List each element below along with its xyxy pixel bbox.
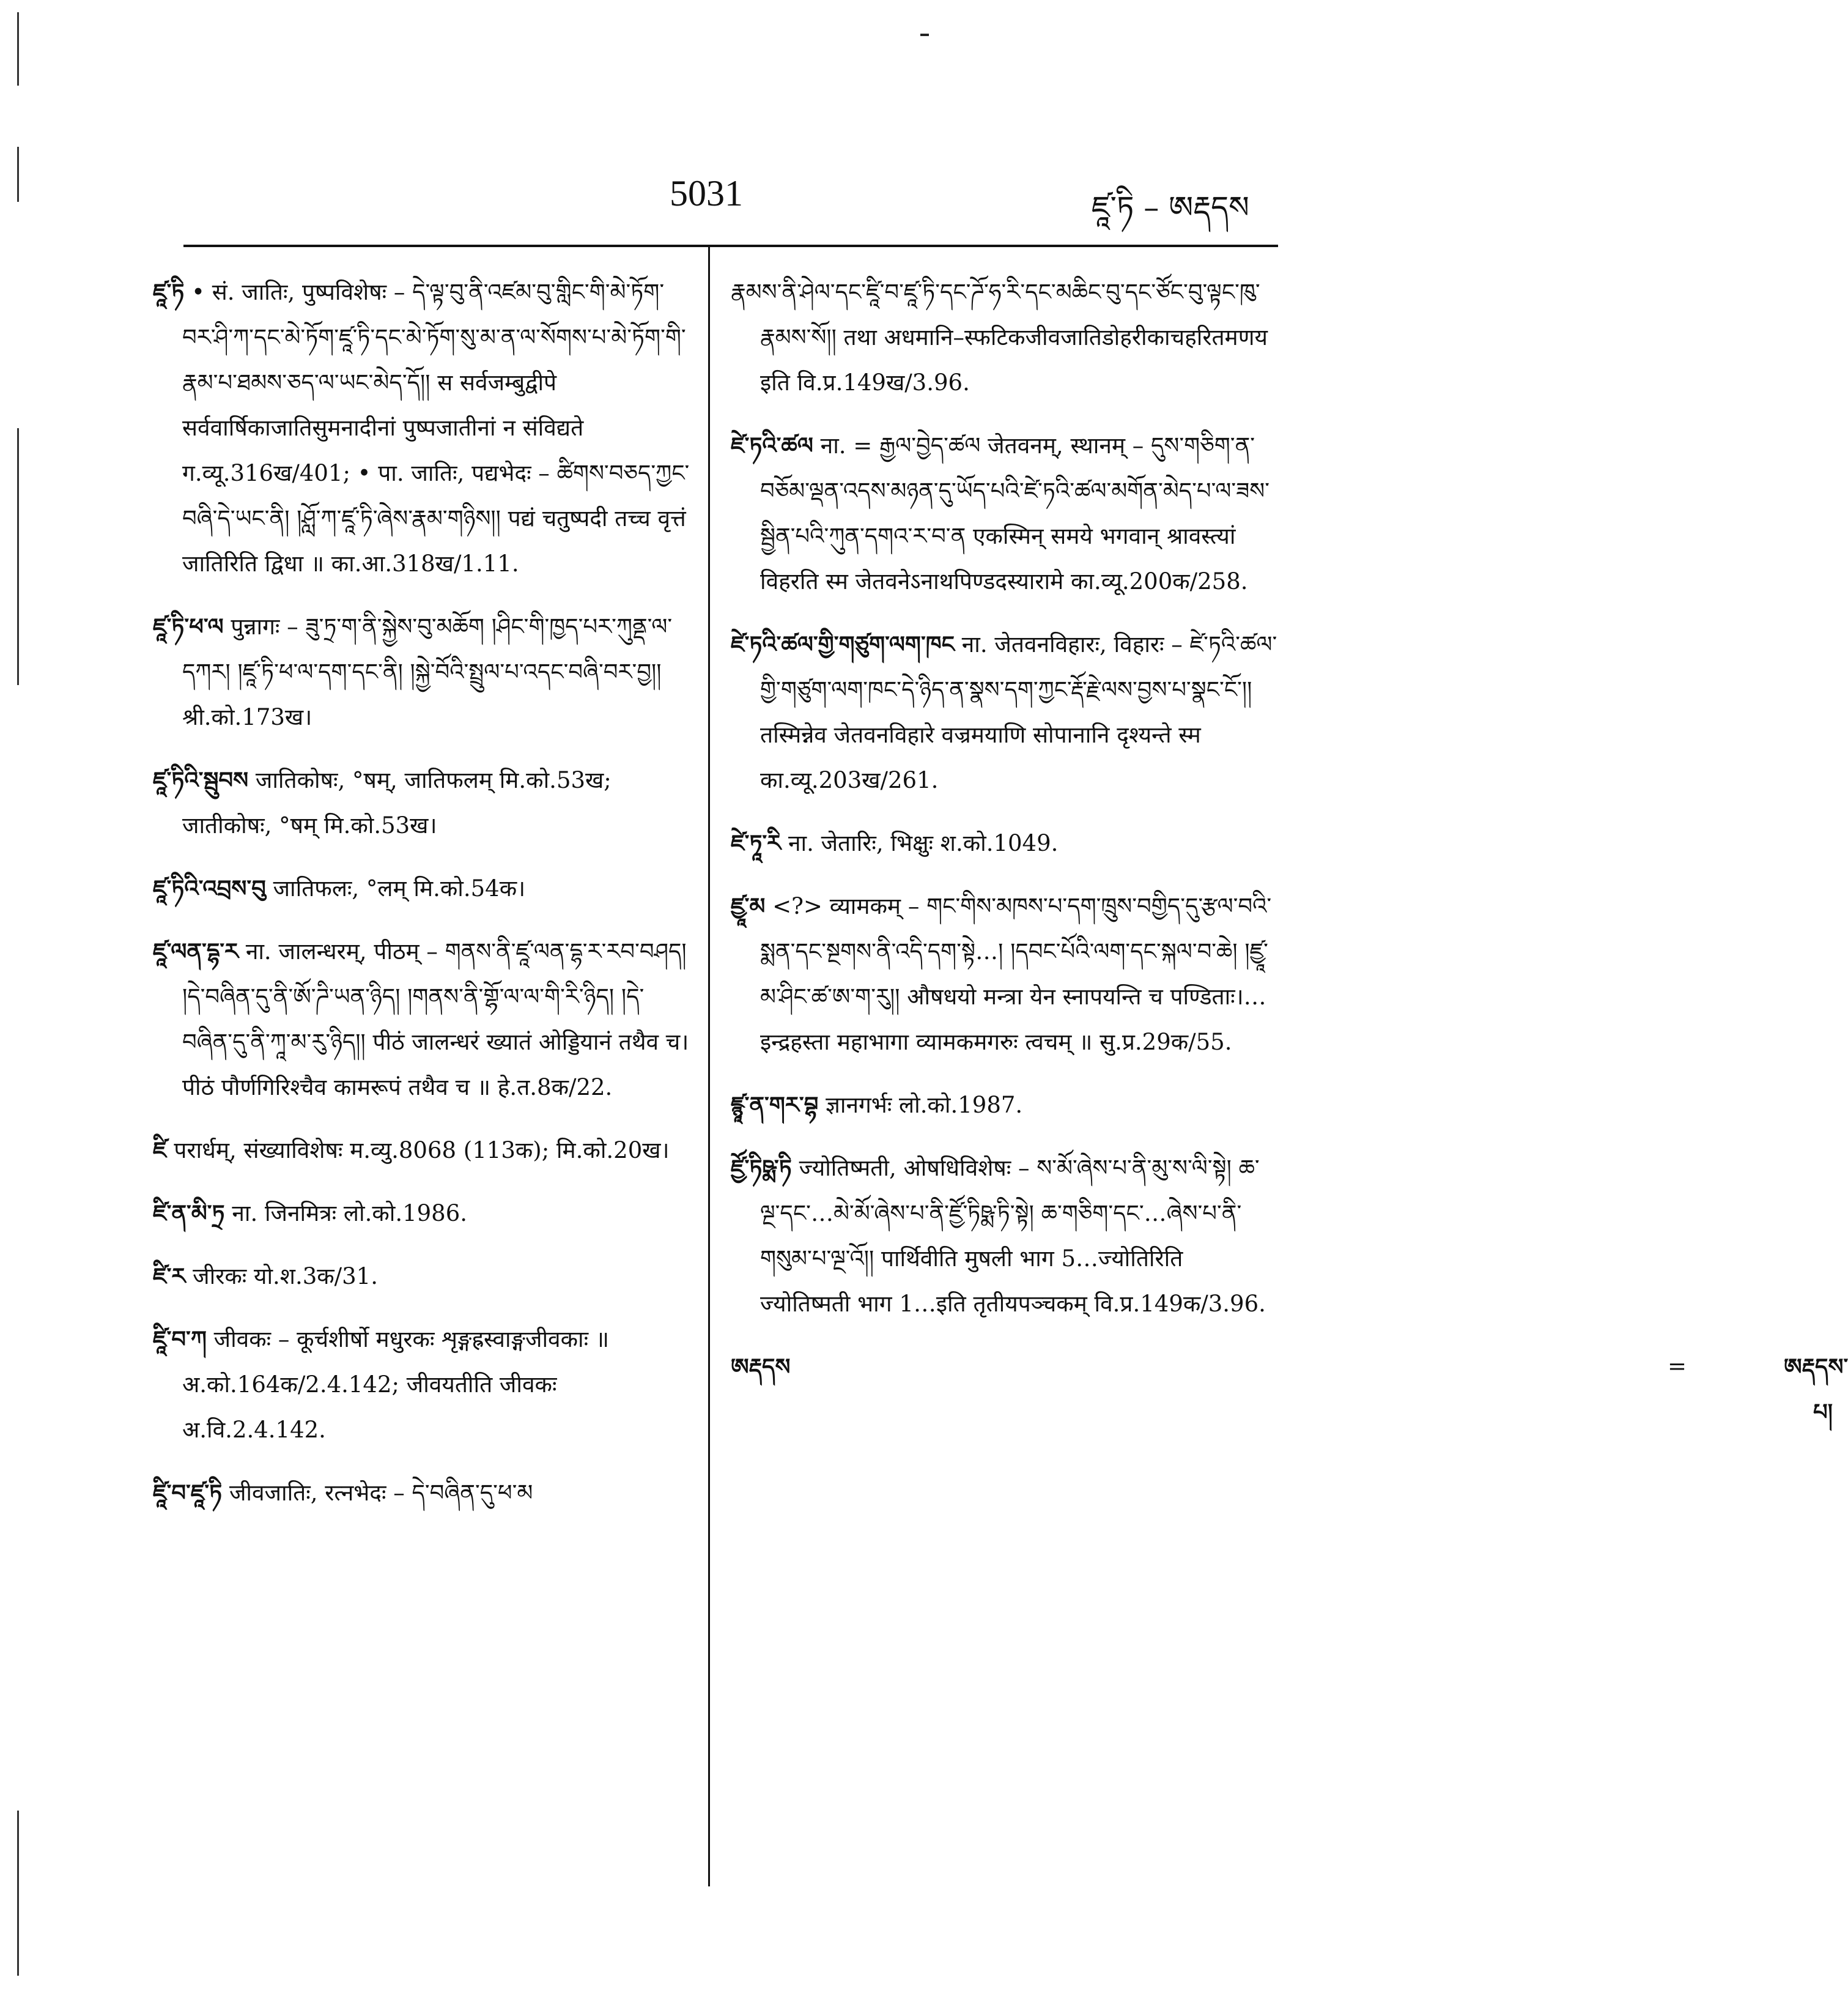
- entry-body: ज्ञानगर्भः लो.को.1987.: [826, 1092, 1023, 1118]
- entry-body: जीवजातिः, रत्नभेदः – དེ་བཞིན་དུ་ཕ་མ: [229, 1480, 533, 1506]
- dictionary-entry: [731, 883, 1278, 1065]
- entry-body: <?> व्यामकम् – གང་གིས་མཁས་པ་དག་ཁྲུས་བགྱིད་དུ་རྩལ་བའི་སྨན་དང་སྔགས་ནི་འདི་དག་སྟེ…། །དབང་པོའི་ལག་དང་སྐལ་བ་ཆེ། །ཛྱཱ་མ་ཤིང་ཚ་ཨ་ག་རུ།། औषधयो मन्त्रा येन स्नापयन्ति च पण्डिताः।…इन्द्रहस्ता महाभागा व्यामकमगरुः त्वचम् ॥ सु.प्र.29क/55.: [760, 893, 1272, 1055]
- dictionary-entry-continued: [731, 269, 1278, 406]
- right-column: [731, 269, 1848, 1425]
- dictionary-entry: [153, 929, 691, 1110]
- entry-headword: ཛི་ར: [153, 1262, 186, 1289]
- left-margin-line: [17, 147, 19, 202]
- dictionary-entry: [731, 1082, 1278, 1128]
- entry-body: ना. = རྒྱལ་བྱེད་ཚལ जेतवनम्, स्थानम् – དུས་གཅིག་ན་བཅོམ་ལྡན་འདས་མཉན་དུ་ཡོད་པའི་ཛེ་ཏའི་ཚལ་མགོན་མེད་པ་ལ་ཟས་སྦྱིན་པའི་ཀུན་དགའ་ར་བ་ན एकस्मिन् समये भगवान् श्रावस्त्यां विहरति स्म जेतवनेऽनाथपिण्डदस्यारामे का.व्यू.200क/258.: [760, 432, 1270, 595]
- entry-body: ना. जेतारिः, भिक्षुः श.को.1049.: [788, 830, 1059, 856]
- dictionary-entry: [731, 423, 1278, 604]
- cross-reference-term: ཨརྡདས: [731, 1353, 791, 1380]
- left-column: [153, 269, 691, 1533]
- entry-headword: ཛཱ་ཏིའི་འབྲས་བུ: [153, 875, 266, 902]
- scan-mark: [920, 34, 929, 36]
- entry-headword: ཛཱ་ཏི: [153, 278, 185, 305]
- entry-body: पुन्नागः – ཟུ་ཏྲ་ག་ནི་སྐྱེས་བུ་མཆོག །ཤིང་གི་ཁྱད་པར་ཀུནྡ་ལ་དཀར། །ཛཱ་ཏི་ཕ་ལ་དག་དང་ནི། །སྐྱེ་བོའི་སྤྲུལ་པ་འདང་བཞི་བར་བྱ།། श्री.को.173ख।: [182, 614, 673, 730]
- dictionary-entry: [153, 1253, 691, 1299]
- entry-headword: ཛཱ་ལན་དྷ་ར: [153, 938, 239, 965]
- entry-body: जीरकः यो.श.3क/31.: [193, 1263, 378, 1289]
- entry-body: जातिकोषः, °षम्, जातिफलम् मि.को.53ख; जातीकोषः, °षम् मि.को.53ख।: [182, 767, 612, 839]
- entry-headword: ཛེ་ཏའི་ཚལ: [731, 432, 813, 459]
- dictionary-entry: [731, 621, 1278, 803]
- left-margin-line: [17, 12, 19, 86]
- entry-body: जातिफलः, °लम् मि.को.54क।: [273, 875, 526, 902]
- cross-reference-target: ཨརྡདས་པ།: [1784, 1353, 1848, 1425]
- dictionary-entry: [731, 1145, 1278, 1327]
- entry-body: རྣམས་ནི་ཤེལ་དང་ཛཱི་བ་ཛཱ་ཏི་དང་ཌོ་ཧ་རི་དང་མཆིང་བུ་དང་ཙོང་བུ་ལྟང་ཁུ་རྣམས་སོ།། तथा अधमानि–स्फटिकजीवजातिडोहरीकाचहरितमणय इति वि.प्र.149ख/3.96.: [731, 279, 1268, 396]
- entry-headword: ཛེ་ཏའི་ཚལ་གྱི་གཙུག་ལག་ཁང: [731, 631, 955, 658]
- entry-headword: ཛྱོ་ཏིཥྨ་ཏི: [731, 1154, 792, 1181]
- entry-headword: ཛཱི་བ་ཛཱ་ཏི: [153, 1479, 223, 1506]
- dictionary-entry: [153, 604, 691, 740]
- entry-headword: ཛྙཱ་ན་གར་བྷ: [731, 1091, 819, 1118]
- column-divider: [708, 247, 710, 1886]
- cross-reference-entry: ཨརྡདས = ཨརྡདས་པ།: [731, 1344, 1278, 1390]
- left-margin-line: [17, 1811, 19, 1976]
- dictionary-entry: [153, 866, 691, 911]
- entry-body: ना. जालन्धरम्, पीठम् – གནས་ནི་ཛཱ་ལན་དྷ་ར་རབ་བཤད། །དེ་བཞིན་དུ་ནི་ཨོ་ཌི་ཡན་ཉིད། །གནས་ནི་གྷོ་ལ་ལ་གི་རི་ཉིད། །དེ་བཞིན་དུ་ནི་ཀཱ་མ་རུ་ཉིད།། पीठं जालन्धरं ख्यातं ओड्डियानं तथैव च। पीठं पौर्णगिरिश्चैव कामरूपं तथैव च ॥ हे.त.8क/22.: [182, 938, 689, 1100]
- running-head: ཛཱ་ཏི – ཨརྡདས: [1092, 190, 1249, 225]
- entry-body: ज्योतिष्मती, ओषधिविशेषः – ས་མོ་ཞེས་པ་ནི་མུ་ས་ལི་སྟེ། ཆ་ལྔ་དང་…མེ་མོ་ཞེས་པ་ནི་ཛྱོ་ཏིཥྨ་ཏི་སྟེ། ཆ་གཅིག་དང་…ཞེས་པ་ནི་གསུམ་པ་ལྔ་འོ།། पार्थिवीति मुषली भाग 5…ज्योतिरिति ज्योतिष्मती भाग 1…इति तृतीयपञ्चकम् वि.प्र.149क/3.96.: [760, 1155, 1266, 1317]
- entry-headword: ཛཱི་བ་ཀ: [153, 1325, 207, 1352]
- header-rule: [183, 245, 1278, 247]
- dictionary-entry: [731, 820, 1278, 866]
- entry-headword: ཛྱཱ་མ: [731, 892, 766, 919]
- dictionary-entry: [153, 1470, 691, 1516]
- page-number: 5031: [670, 173, 743, 213]
- entry-headword: ཛཱ་ཏིའི་སྦུབས: [153, 766, 249, 793]
- left-margin-line: [17, 428, 19, 685]
- dictionary-entry: [153, 1127, 691, 1173]
- entry-headword: ཛི: [153, 1136, 167, 1163]
- entry-body: परार्धम्, संख्याविशेषः म.व्यु.8068 (113क); मि.को.20ख।: [174, 1137, 670, 1163]
- dictionary-entry: [153, 757, 691, 848]
- entry-body: ना. जेतवनविहारः, विहारः – ཛེ་ཏའི་ཚལ་གྱི་གཙུག་ལག་ཁང་དེ་ཉིད་ན་སྣས་དག་ཀྱང་རྡོ་རྗེ་ལས་བྱས་པ་སྣང་ངོ་།། तस्मिन्नेव जेतवनविहारे वज्रमयाणि सोपानानि दृश्यन्ते स्म का.व्यू.203ख/261.: [760, 631, 1277, 793]
- entry-body: ना. जिनमित्रः लो.को.1986.: [232, 1200, 468, 1226]
- entry-headword: ཛཱ་ཏི་ཕ་ལ: [153, 613, 224, 640]
- entry-body: जीवकः – कूर्चशीर्षो मधुरकः शृङ्गह्रस्वाङ्गजीवकाः ॥ अ.को.164क/2.4.142; जीवयतीति जीवकः अ.वि.2.4.142.: [182, 1326, 610, 1443]
- dictionary-entry: [153, 269, 691, 587]
- entry-headword: ཛི་ན་མི་ཏྲ: [153, 1199, 225, 1226]
- entry-body: • सं. जातिः, पुष्पविशेषः – དེ་ལྟ་བུ་ནི་འཛམ་བུ་གླིང་གི་མེ་ཏོག་བར་ཤི་ཀ་དང་མེ་ཏོག་ཛཱ་ཏི་དང་མེ་ཏོག་སུ་མ་ན་ལ་སོགས་པ་མེ་ཏོག་གི་རྣམ་པ་ཐམས་ཅད་ལ་ཡང་མེད་དོ།། स सर्वजम्बुद्वीपे सर्ववार्षिकाजातिसुमनादीनां पुष्पजातीनां न संविद्यते ग.व्यू.316ख/401; • पा. जातिः, पद्यभेदः – ཚིགས་བཅད་ཀྱང་བཞི་དེ་ཡང་ནི། །ཤློ་ཀ་ཛཱ་ཏི་ཞེས་རྣམ་གཉིས།། पद्यं चतुष्पदी तच्च वृत्तं जातिरिति द्विधा ॥ का.आ.318ख/1.11.: [182, 279, 690, 577]
- dictionary-entry: [153, 1190, 691, 1236]
- dictionary-entry: [153, 1316, 691, 1453]
- entry-headword: ཛེ་ཏཱ་རི: [731, 829, 782, 856]
